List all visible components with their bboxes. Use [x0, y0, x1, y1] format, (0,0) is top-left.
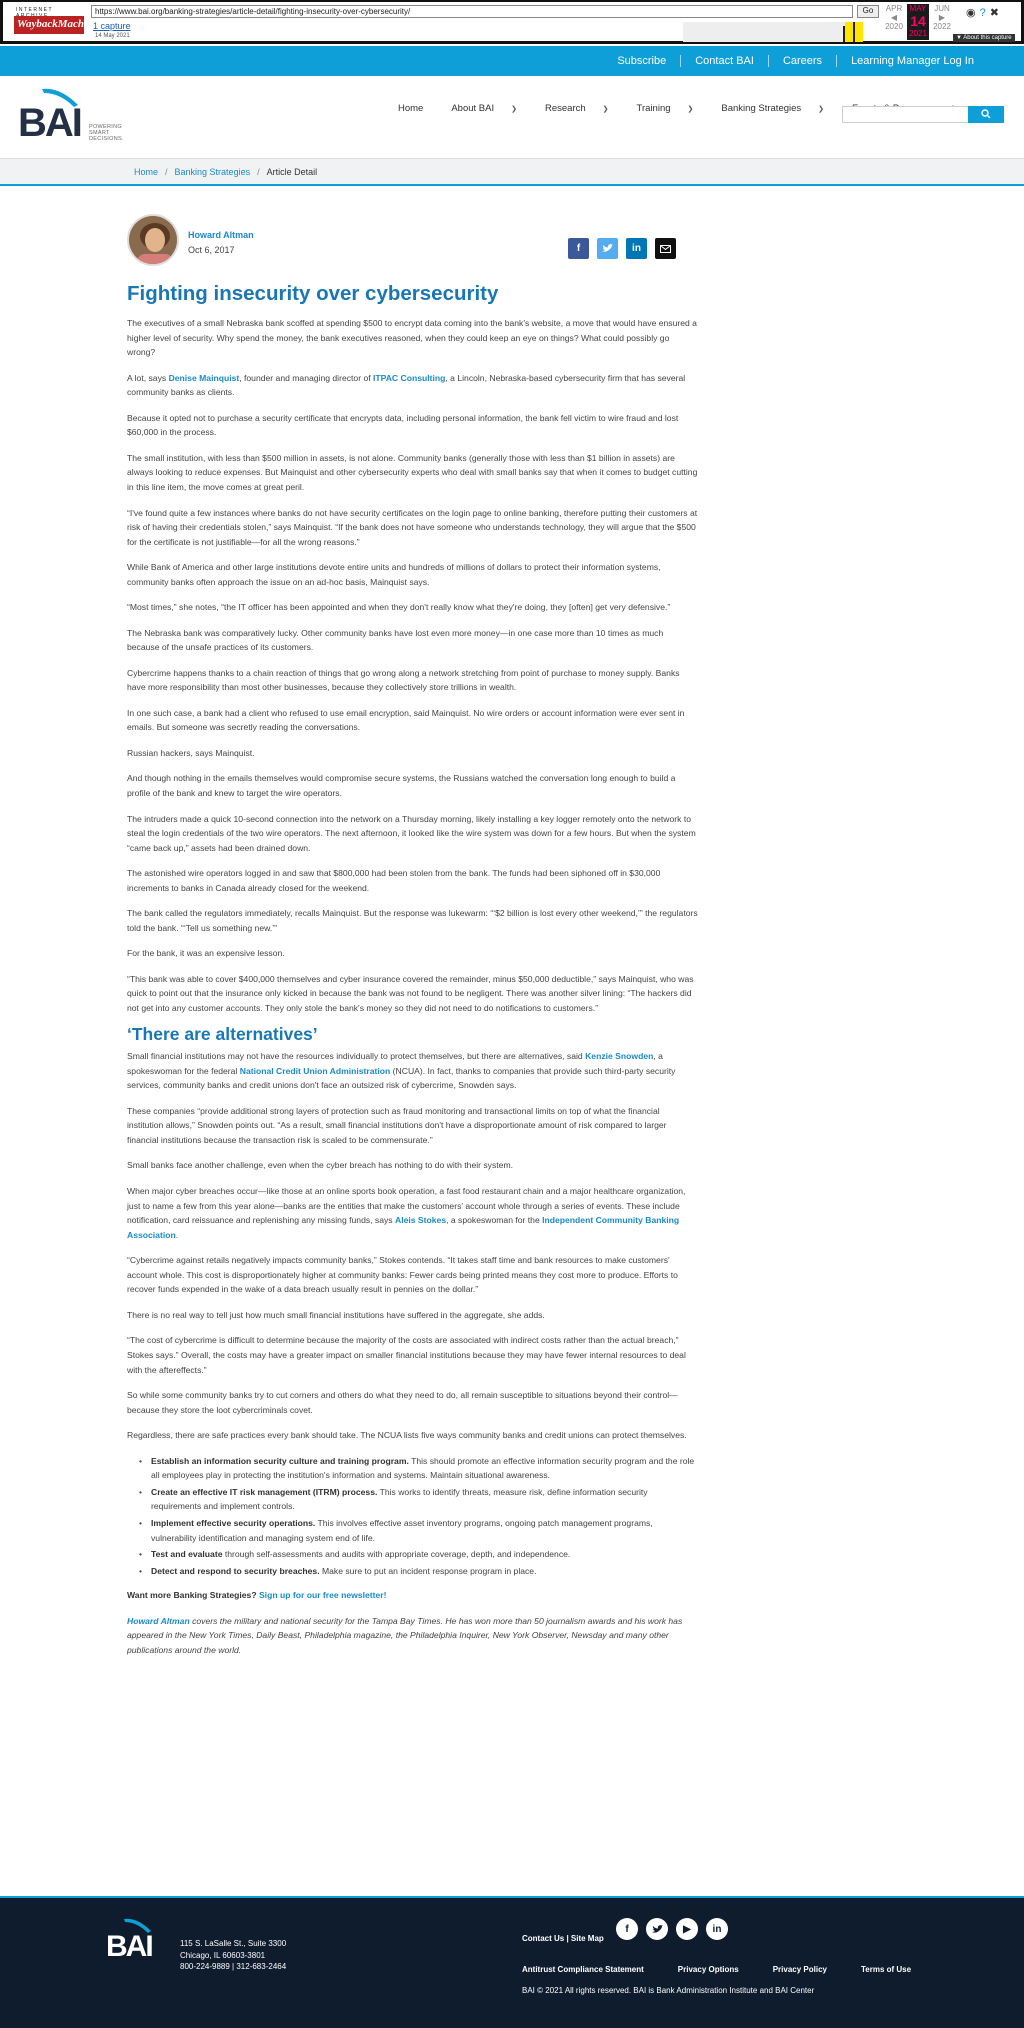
text: , a spokeswoman for the: [446, 1215, 543, 1226]
paragraph: For the bank, it was an expensive lesson.: [127, 948, 285, 959]
cur-year-label: 2021: [909, 29, 927, 38]
footer-legal-links: [522, 1965, 945, 1974]
prev-month-label: APR: [885, 4, 903, 13]
youtube-icon[interactable]: ▶: [676, 1918, 698, 1940]
list-item: [151, 1454, 698, 1483]
contact-bai-link[interactable]: Contact BAI: [680, 55, 768, 67]
chevron-down-icon: ❯: [602, 106, 609, 113]
section-heading: ‘There are alternatives’: [127, 1023, 318, 1044]
footer-brand-name: BAI: [106, 1930, 152, 1963]
itpac-consulting-link[interactable]: ITPAC Consulting: [373, 372, 446, 383]
sparkline-current: [853, 22, 855, 42]
icba-link[interactable]: Independent Community Banking Association: [127, 1215, 680, 1240]
sparkline-mark: [843, 26, 845, 42]
wayback-toolbar: [0, 0, 1024, 44]
share-buttons: [568, 238, 684, 259]
paragraph: The Nebraska bank was comparatively lucky. Other community banks have lost even more money—in one case more than 10 times as much because of the unsafe practices of its customers.: [127, 627, 664, 653]
kenzie-snowden-link[interactable]: Kenzie Snowden: [585, 1051, 654, 1062]
list-item-text: Make sure to put an incident response program in place.: [319, 1565, 537, 1576]
wayback-url-input[interactable]: https://www.bai.org/banking-strategies/article-detail/fighting-insecurity-over-cybersecurity/: [91, 5, 853, 18]
wayback-capture-date: 14 May 2021: [95, 33, 130, 39]
chevron-down-icon: ❯: [511, 106, 517, 113]
cur-day-label: 14: [910, 13, 926, 29]
breadcrumb-home[interactable]: Home: [134, 167, 159, 177]
paragraph: And though nothing in the emails themselves would compromise secure systems, the Russians watched the conversation long enough to build a profile of the bank and knew to target the wire operators.: [127, 773, 676, 799]
search-button[interactable]: [968, 106, 1004, 123]
utility-bar: [0, 46, 1024, 76]
wayback-tool-icons: [966, 6, 1003, 19]
wayback-logo-main: WaybackMachine: [14, 16, 84, 34]
nav-label: Training: [636, 103, 671, 114]
wayback-sparkline[interactable]: [683, 22, 863, 42]
breadcrumb: [0, 158, 1024, 186]
chevron-down-icon: ❯: [818, 106, 825, 113]
nav-banking-strategies[interactable]: [721, 103, 838, 114]
copyright: BAI © 2021 All rights reserved. BAI is Bank Administration Institute and BAI Center: [522, 1986, 815, 1995]
close-icon[interactable]: ✖: [989, 7, 1003, 19]
nav-label: Home: [398, 103, 424, 114]
footer-social: [616, 1918, 736, 1940]
author-name[interactable]: Howard Altman: [188, 230, 254, 240]
list-item-title: Test and evaluate: [151, 1549, 223, 1560]
list-item: [151, 1516, 698, 1545]
email-share-icon[interactable]: [655, 238, 676, 259]
address-line: 115 S. LaSalle St., Suite 3300: [180, 1939, 287, 1948]
nav-about-bai[interactable]: [451, 103, 531, 114]
list-item-text: This works to identify threats, measure risk, define information security requirements and implement controls.: [151, 1486, 648, 1512]
aleis-stokes-link[interactable]: Aleis Stokes: [394, 1215, 447, 1226]
envelope-icon: [660, 245, 671, 253]
twitter-bird-icon: [602, 244, 613, 253]
site-footer: [0, 1896, 1024, 2028]
paragraph: “This bank was able to cover $400,000 themselves and cyber insurance covered the remainder, minus $50,000 deductible,” says Mainquist, who was quick to point out that the insurance only kicked in because the bank was not found to be negligent. There was another silver lining: “The hackers did not get into any customer accounts. They only stole the bank's money so they did not need to do notifications to customers.”: [127, 973, 694, 1014]
wayback-current-month: [907, 4, 929, 40]
paragraph: The small institution, with less than $500 million in assets, is not alone. Community banks (generally those with less than $1 billion in assets) are always looking to reduce expenses. But Mainquist and other cybersecurity experts who deal with small banks say that when it comes to budget cutting in this line item, the move comes at great peril.: [127, 452, 698, 493]
text: , a spokeswoman for the federal: [127, 1051, 663, 1076]
article-title: Fighting insecurity over cybersecurity: [127, 282, 499, 305]
article-body: [127, 316, 698, 1669]
footer-logo[interactable]: [106, 1916, 166, 1966]
list-item-title: Implement effective security operations.: [151, 1517, 316, 1528]
list-item-title: Detect and respond to security breaches.: [151, 1565, 320, 1576]
prev-arrow-icon: ◀: [890, 13, 898, 22]
author-avatar: [127, 214, 179, 266]
help-icon[interactable]: ?: [979, 7, 990, 19]
cur-month-label: MAY: [909, 4, 927, 13]
paragraph: There is no real way to tell just how much small financial institutions have suffered in the aggregate, she adds.: [127, 1309, 545, 1320]
chevron-down-icon: ❯: [687, 106, 694, 113]
paragraph: “I've found quite a few instances where banks do not have security certificates on the login page to online banking, therefore putting their customers at risk of having their credentials stolen,” says Mainquist. “If the bank does not have someone who understands technology, they will argue that the $500 for the certificate is not justifiable—for all the wrong reasons.”: [127, 507, 698, 547]
careers-link[interactable]: Careers: [768, 55, 836, 67]
list-item-title: Establish an information security culture and training program.: [151, 1455, 409, 1466]
facebook-share-icon[interactable]: f: [568, 238, 589, 259]
paragraph: While Bank of America and other large institutions devote entire units and hundreds of millions of dollars to protect their information systems, community banks often approach the issue on an ad-hoc basis, Mainquist says.: [127, 562, 661, 587]
paragraph: “The cost of cybercrime is difficult to determine because the majority of the costs are associated with indirect costs rather than the actual breach,” Stokes says.” Overall, the costs may have a greater impact on smaller financial institutions because they may have fewer internal resources to deal with the aftereffects.”: [127, 1335, 686, 1375]
wayback-logo[interactable]: [12, 5, 99, 39]
tagline-line: SMART: [89, 130, 110, 136]
learning-manager-login-link[interactable]: Learning Manager Log In: [836, 55, 988, 67]
author-photo: [129, 216, 179, 266]
ncua-practices-list: [151, 1454, 698, 1579]
paragraph: “Cybercrime against retails negatively impacts community banks,” Stokes contends. “It takes staff time and bank resources to make customers' account whole. This cost is disproportionately higher at community banks: Fewer cards being printed means they cost more to produce. Efforts to recover funds expended in the wake of a data breach usually result in pennies on the dollar.”: [127, 1255, 678, 1295]
text: (NCUA). In fact, thanks to companies that provide such third-party security services, community banks and credit unions don't face an outsized risk of cybercrime, Snowden says.: [127, 1065, 676, 1091]
list-item: [151, 1564, 698, 1579]
wayback-go-button[interactable]: Go: [857, 5, 879, 18]
paragraph: Cybercrime happens thanks to a chain reaction of things that go wrong along a network stretching from point of purchase to money supply. Banks have more responsibility than most other businesses, because they collectively store trillions in wealth.: [127, 667, 680, 693]
phone-line: 800-224-9889 | 312-683-2464: [180, 1962, 287, 1972]
paragraph: Russian hackers, says Mainquist.: [127, 747, 255, 758]
facebook-icon[interactable]: f: [616, 1918, 638, 1940]
text: A lot, says: [127, 372, 169, 383]
paragraph: So while some community banks try to cut corners and others do what they need to do, all remain susceptible to situations beyond their control—because they store the loot cybercriminals covet.: [127, 1390, 678, 1415]
twitter-bird-icon: [652, 1925, 663, 1934]
breadcrumb-separator: /: [257, 167, 260, 177]
nav-label: About BAI: [451, 103, 495, 114]
nav-label: Banking Strategies: [721, 103, 802, 114]
search-icon: [981, 109, 991, 119]
paragraph: [127, 371, 698, 400]
paragraph: These companies “provide additional strong layers of protection such as fraud monitoring and transactional limits on top of what the financial institution allows,” Snowden points out. “As a result, small financial institutions don't have a disproportionate amount of risk compared to larger financial institutions because the transaction risk is scaled to be commensurate.”: [127, 1105, 667, 1145]
nav-research[interactable]: [545, 103, 623, 114]
list-item: [151, 1547, 698, 1562]
wayback-next-month[interactable]: [931, 4, 953, 31]
paragraph: The bank called the regulators immediately, recalls Mainquist. But the response was lukewarm: “‘$2 billion is lost every other weekend,’” the regulators told the bank. “‘Tell us something new.’”: [127, 908, 698, 933]
user-icon[interactable]: ◉: [966, 7, 980, 19]
denise-mainquist-link[interactable]: Denise Mainquist: [168, 372, 240, 383]
paragraph: [127, 1049, 698, 1093]
next-year-label: 2022: [933, 22, 951, 31]
twitter-icon[interactable]: [646, 1918, 668, 1940]
paragraph: The astonished wire operators logged in and saw that $800,000 had been stolen from the bank. The funds had been siphoned off in $30,000 increments to banks in Canada already closed for the weekend.: [127, 868, 661, 893]
author-bio: [127, 1614, 698, 1658]
text: Small financial institutions may not have the resources individually to protect themselves, but there are alternatives, said: [127, 1051, 586, 1062]
twitter-share-icon[interactable]: [597, 238, 618, 259]
footer-address: [180, 1938, 286, 1973]
wayback-prev-month[interactable]: [883, 4, 905, 31]
paragraph: “Most times,” she notes, “the IT officer has been appointed and when they don't really know what they're doing, they [often] get very defensive.”: [127, 602, 671, 613]
privacy-policy-link[interactable]: Privacy Policy: [772, 1965, 827, 1974]
contact-sitemap-links[interactable]: Contact Us | Site Map: [522, 1934, 604, 1943]
bio-text: covers the military and national security for the Tampa Bay Times. He has won more than 50 journalism awards and his work has appeared in the New York Times, Daily Beast, Philadelphia magazine, the Philadelphia Inquirer, New York Observer, Newsday and many other publications around the world.: [127, 1615, 683, 1656]
newsletter-cta: [127, 1588, 698, 1603]
ncua-link[interactable]: National Credit Union Administration: [239, 1065, 391, 1076]
paragraph: Regardless, there are safe practices every bank should take. The NCUA lists five ways community banks and credit unions can protect themselves.: [127, 1430, 687, 1441]
nav-label: Research: [545, 103, 586, 114]
newsletter-signup-link[interactable]: Sign up for our free newsletter!: [258, 1590, 387, 1601]
next-month-label: JUN: [934, 4, 950, 13]
paragraph: The executives of a small Nebraska bank scoffed at spending $500 to encrypt data coming into the bank's website, a move that would have ensured a higher level of security. Why spend the money, the bank executives reasoned, when they could keep an eye on things? What could possibly go wrong?: [127, 318, 697, 358]
antitrust-link[interactable]: Antitrust Compliance Statement: [522, 1965, 644, 1974]
next-arrow-icon: ▶: [938, 13, 946, 22]
nav-training[interactable]: [637, 103, 708, 114]
paragraph: Small banks face another challenge, even when the cyber breach has nothing to do with their system.: [127, 1160, 513, 1171]
list-item-text: through self-assessments and audits with appropriate coverage, depth, and independence.: [222, 1549, 571, 1560]
tagline-line: DECISIONS.: [89, 136, 124, 142]
breadcrumb-current: Article Detail: [266, 167, 318, 177]
bai-logo[interactable]: [18, 85, 128, 145]
text: .: [175, 1229, 179, 1240]
list-item-text: This should promote an effective information security program and the role all employees play in protecting the institution's information and systems. Maintain situational awareness.: [151, 1455, 695, 1481]
list-item: [151, 1485, 698, 1514]
terms-of-use-link[interactable]: Terms of Use: [860, 1965, 912, 1974]
text: When major cyber breaches occur—like those at an online sports book operation, a fast food restaurant chain and a major healthcare organization, just to name a few from this year alone—banks are the entities that make the customers' account whole through a series of events. These include notification, card reissuance and replenishing any missing funds, says: [127, 1185, 686, 1226]
wayback-captures-link[interactable]: 1 capture: [93, 21, 131, 31]
tagline-line: POWERING: [89, 124, 122, 130]
list-item-text: This involves effective asset inventory programs, ongoing patch management programs, vulnerability identification and managing system end of life.: [151, 1517, 653, 1543]
site-header: [0, 76, 1024, 158]
paragraph: Because it opted not to purchase a security certificate that encrypts data, including personal information, the bank fell victim to wire fraud and lost $60,000 in the process.: [127, 412, 679, 438]
breadcrumb-banking-strategies[interactable]: Banking Strategies: [174, 167, 251, 177]
paragraph: In one such case, a bank had a client who refused to use email encryption, said Mainquist. No wire orders or account information were ever sent in emails. But someone was secretly reading the conversations.: [127, 707, 685, 733]
search-input[interactable]: [842, 106, 970, 123]
breadcrumb-separator: /: [165, 167, 168, 177]
list-item-title: Create an effective IT risk management (ITRM) process.: [151, 1486, 378, 1497]
address-line: Chicago, IL 60603-3801: [180, 1950, 266, 1960]
bio-author-link[interactable]: Howard Altman: [127, 1615, 190, 1626]
brand-name: BAI: [18, 101, 81, 145]
linkedin-icon[interactable]: in: [706, 1918, 728, 1940]
prev-year-label: 2020: [885, 22, 903, 31]
paragraph: The intruders made a quick 10-second connection into the network on a Thursday morning, likely installing a key logger remotely onto the network to steal the login credentials of the two wire operators. The next afternoon, it looked like the wire system was down for a few hours. But when the system “came back up,” assets had been drained down.: [127, 813, 696, 853]
wayback-about-capture[interactable]: ▼ About this capture: [953, 34, 1015, 42]
wayback-logo-top: INTERNET: [16, 7, 53, 13]
privacy-options-link[interactable]: Privacy Options: [677, 1965, 739, 1974]
text: , founder and managing director of: [239, 372, 373, 383]
brand-tagline: [89, 124, 124, 142]
text: , a Lincoln, Nebraska-based cybersecurity firm that has several community banks as clients.: [127, 372, 686, 398]
paragraph: [127, 1184, 698, 1242]
publish-date: Oct 6, 2017: [188, 245, 235, 255]
linkedin-share-icon[interactable]: in: [626, 238, 647, 259]
nav-home[interactable]: [398, 103, 437, 114]
subscribe-link[interactable]: Subscribe: [617, 55, 667, 67]
newsletter-prompt: Want more Banking Strategies?: [127, 1590, 259, 1601]
